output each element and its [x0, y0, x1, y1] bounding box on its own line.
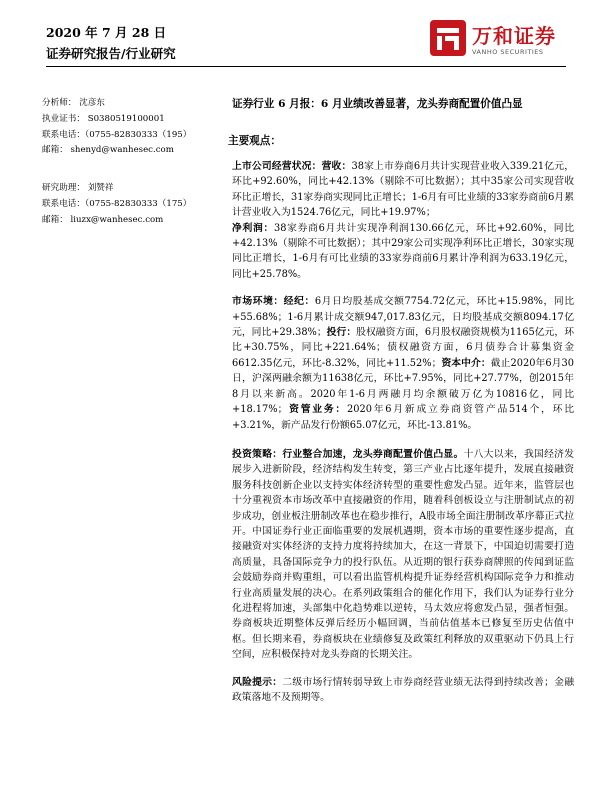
risk-text: 二级市场行情转弱导致上市券商经营业绩无法得到持续改善；金融政策落地不及预期等。 [232, 676, 575, 703]
asset-management-label: 资管业务： [287, 404, 348, 416]
report-title: 证券行业 6 月报：6 月业绩改善显著，龙头券商配置价值凸显 [232, 98, 523, 110]
investment-strategy-paragraph [232, 447, 574, 663]
report-body [228, 96, 575, 705]
vanho-logo-icon [428, 18, 468, 58]
revenue-label: 上市公司经营状况：营收： [232, 161, 352, 172]
analyst-name: 分析师： 沈彦东 [42, 98, 105, 108]
asset-management-text: 2020年6月新成立券商资管产品514个，环比+3.21%，新产品发行份额65.07亿元，环比-13.81%。 [232, 404, 574, 431]
analyst-info [42, 96, 227, 229]
assistant-email[interactable]: 邮箱： liuzx@wanhesec.com [42, 214, 164, 225]
analyst-phone: 联系电话：（0755-82830333（195） [42, 129, 192, 140]
profit-text: 38家券商6月共计实现净利润130.66亿元，环比+92.60%，同比+42.13%（剔除不可比数据）；其中29家公司实现净利环比正增长，30家实现同比正增长，1-6月有可比业绩的33家券商前6月累计净利润为633.19亿元，同比+25.78%。 [232, 222, 575, 280]
section-heading: 主要观点： [228, 135, 281, 147]
analyst-license: 执业证书： S0380519100001 [42, 113, 165, 124]
assistant-phone: 联系电话：（0755-82830333（175） [42, 198, 192, 209]
company-logo [428, 18, 578, 68]
market-environment-paragraph [232, 294, 574, 433]
capital-intermediary-text: 截止2020年6月30日，沪深两融余额为11638亿元，环比+7.95%，同比+27.77%，创2015年8月以来新高。2020年1-6月两融月均余额破万亿为10816亿，同比+18.17%； [232, 357, 575, 416]
capital-intermediary-label: 资本中介： [441, 357, 491, 369]
strategy-label: 投资策略：行业整合加速，龙头券商配置价值凸显。 [232, 448, 464, 460]
logo-text-en: VANHO SECURITIES [472, 48, 544, 56]
ib-text: 股权融资方面，6月股权融资规模为1165亿元，环比+30.75%，同比+221.64%；债权融资方面，6月债券合计募集资金6612.35亿元，环比-8.32%，同比+11.52%； [232, 327, 574, 369]
earnings-profit-paragraph [232, 221, 574, 283]
report-category: 证券研究报告/行业研究 [46, 46, 176, 61]
earnings-revenue-paragraph [232, 159, 574, 221]
report-date: 2020 年 7 月 28 日 [46, 25, 167, 40]
assistant-name: 研究助理： 刘赞祥 [42, 183, 114, 194]
ib-label: 投行： [326, 327, 357, 339]
strategy-text: 十八大以来，我国经济发展步入进新阶段，经济结构发生转变，第三产业占比逐年提升，发展直接融资服务科技创新企业以支持实体经济转型的重要性愈发凸显。近年来，监管层也十分重视资本市场改革中直接融资的作用，随着科创板设立与注册制试点的初步成功，创业板注册制改革也在稳步推行，A股市场全面注册制改革序幕正式拉开。中国证券行业正面临重要的发展机遇期，资本市场的重要性逐步提高，直接融资对实体经济的支持力度将持续加大，在这一背景下，中国迫切需要打造高质量，具备国际竞争力的投行队伍。从近期的银行获券商牌照的传闻到证监会鼓励券商并购重组，可以看出监管机构提升证券经营机构国际竞争力和推动行业高质量发展的决心。在系列政策组合的催化作用下，我们认为证券行业分化进程将加速，头部集中化趋势难以逆转，马太效应将愈发凸显，强者恒强。券商板块近期整体反弹后经历小幅回调，当前估值基本已修复至历史估值中枢。但长期来看，券商板块在业绩修复及政策红利释放的双重驱动下仍具上行空间，应积极保持对龙头券商的长期关注。 [232, 448, 575, 661]
analyst-email[interactable]: 邮箱： shenyd@wanhesec.com [42, 145, 174, 156]
revenue-text: 38家上市券商6月共计实现营业收入339.21亿元，环比+92.60%，同比+42.13%（剔除不可比数据）；其中35家公司实现营收环比正增长，31家券商实现同比正增长；1-6月有可比业绩的33家券商前6月累计营业收入为1524.76亿元，同比+19.97%； [232, 161, 575, 219]
profit-label: 净利润： [232, 222, 274, 234]
brokerage-label: 市场环境：经纪： [232, 296, 315, 308]
risk-label: 风险提示： [232, 676, 283, 688]
risk-warning-paragraph [232, 675, 574, 706]
logo-text-cn: 万和证券 [472, 24, 556, 48]
brokerage-text: 6月日均股基成交额7754.72亿元，环比+15.98%，同比+55.68%；1-6月累计成交额947,017.83亿元，日均股基成交额8094.17亿元，同比+29.38%； [232, 296, 575, 339]
